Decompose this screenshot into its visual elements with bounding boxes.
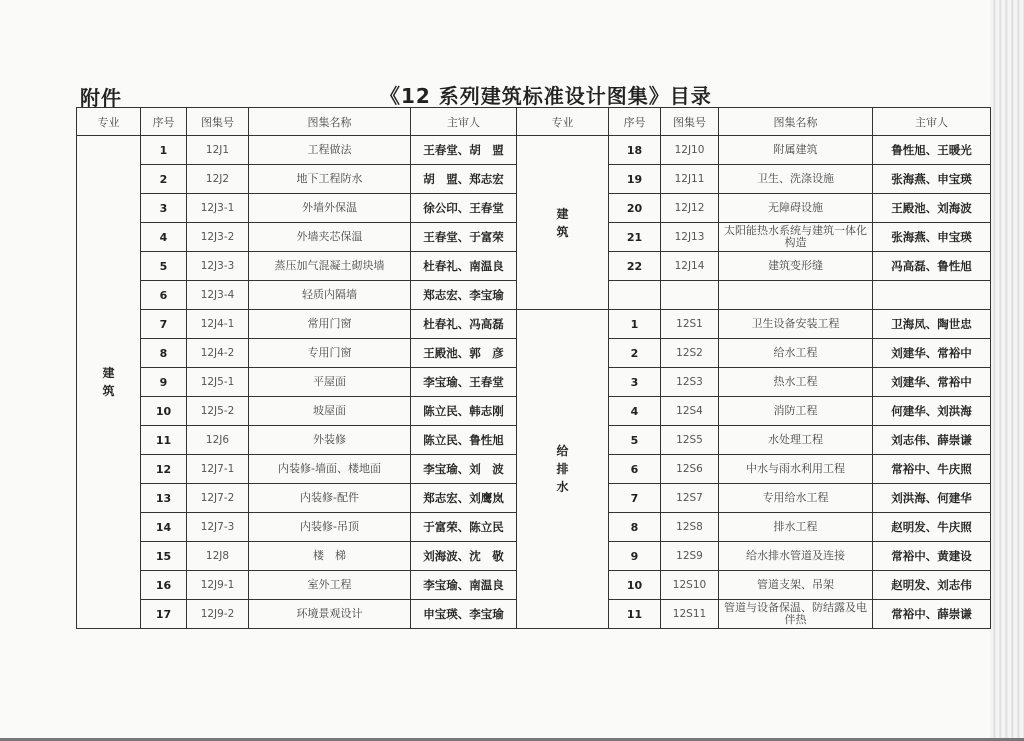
col-editors-left: 主审人 <box>411 108 517 136</box>
atlas-code: 12S7 <box>661 484 719 513</box>
row-number: 17 <box>141 600 187 629</box>
atlas-code: 12J5-2 <box>187 397 249 426</box>
atlas-code: 12J8 <box>187 542 249 571</box>
row-number: 8 <box>609 513 661 542</box>
atlas-code: 12S2 <box>661 339 719 368</box>
chief-reviewers: 刘建华、常裕中 <box>873 368 991 397</box>
row-number: 4 <box>609 397 661 426</box>
row-number: 6 <box>141 281 187 310</box>
atlas-code: 12J3-2 <box>187 223 249 252</box>
scan-edge <box>990 0 1024 741</box>
chief-reviewers: 常裕中、黄建设 <box>873 542 991 571</box>
row-number: 3 <box>609 368 661 397</box>
chief-reviewers: 李宝瑜、南温良 <box>411 571 517 600</box>
atlas-name: 太阳能热水系统与建筑一体化构造 <box>719 223 873 252</box>
chief-reviewers: 申宝瑛、李宝瑜 <box>411 600 517 629</box>
chief-reviewers: 赵明发、刘志伟 <box>873 571 991 600</box>
atlas-code: 12J4-1 <box>187 310 249 339</box>
row-number: 1 <box>141 136 187 165</box>
atlas-code: 12J11 <box>661 165 719 194</box>
chief-reviewers: 郑志宏、李宝瑜 <box>411 281 517 310</box>
atlas-name: 坡屋面 <box>249 397 411 426</box>
table-row <box>77 136 991 165</box>
atlas-code: 12S1 <box>661 310 719 339</box>
chief-reviewers: 王殿池、刘海波 <box>873 194 991 223</box>
atlas-code: 12J7-2 <box>187 484 249 513</box>
atlas-code: 12J5-1 <box>187 368 249 397</box>
chief-reviewers: 冯高磊、鲁性旭 <box>873 252 991 281</box>
row-number: 8 <box>141 339 187 368</box>
chief-reviewers: 陈立民、鲁性旭 <box>411 426 517 455</box>
atlas-code: 12J3-1 <box>187 194 249 223</box>
chief-reviewers: 卫海凤、陶世忠 <box>873 310 991 339</box>
atlas-name: 中水与雨水利用工程 <box>719 455 873 484</box>
atlas-name: 给水排水管道及连接 <box>719 542 873 571</box>
row-number: 1 <box>609 310 661 339</box>
atlas-name: 蒸压加气混凝土砌块墙 <box>249 252 411 281</box>
col-editors-right: 主审人 <box>873 108 991 136</box>
atlas-name: 室外工程 <box>249 571 411 600</box>
atlas-code: 12J12 <box>661 194 719 223</box>
major-label-right-top: 建筑 <box>556 206 569 239</box>
atlas-name: 平屋面 <box>249 368 411 397</box>
atlas-name: 专用给水工程 <box>719 484 873 513</box>
row-number: 9 <box>609 542 661 571</box>
atlas-name <box>719 281 873 310</box>
atlas-code: 12J3-3 <box>187 252 249 281</box>
atlas-code: 12J14 <box>661 252 719 281</box>
atlas-name: 管道支架、吊架 <box>719 571 873 600</box>
row-number: 11 <box>609 600 661 629</box>
row-number <box>609 281 661 310</box>
atlas-name: 外装修 <box>249 426 411 455</box>
chief-reviewers: 刘建华、常裕中 <box>873 339 991 368</box>
atlas-name: 地下工程防水 <box>249 165 411 194</box>
atlas-name: 工程做法 <box>249 136 411 165</box>
atlas-name: 管道与设备保温、防结露及电伴热 <box>719 600 873 629</box>
chief-reviewers: 陈立民、韩志刚 <box>411 397 517 426</box>
header-row <box>77 108 991 136</box>
row-number: 21 <box>609 223 661 252</box>
row-number: 19 <box>609 165 661 194</box>
atlas-code: 12J2 <box>187 165 249 194</box>
atlas-name: 给水工程 <box>719 339 873 368</box>
atlas-code: 12J1 <box>187 136 249 165</box>
row-number: 5 <box>609 426 661 455</box>
atlas-name: 热水工程 <box>719 368 873 397</box>
row-number: 10 <box>141 397 187 426</box>
atlas-name: 外墙外保温 <box>249 194 411 223</box>
chief-reviewers: 李宝瑜、王春堂 <box>411 368 517 397</box>
atlas-code: 12S11 <box>661 600 719 629</box>
row-number: 7 <box>609 484 661 513</box>
row-number: 15 <box>141 542 187 571</box>
atlas-code: 12J4-2 <box>187 339 249 368</box>
atlas-name: 附属建筑 <box>719 136 873 165</box>
row-number: 14 <box>141 513 187 542</box>
atlas-code: 12J10 <box>661 136 719 165</box>
atlas-name: 水处理工程 <box>719 426 873 455</box>
atlas-name: 卫生设备安装工程 <box>719 310 873 339</box>
atlas-code: 12S8 <box>661 513 719 542</box>
atlas-name: 排水工程 <box>719 513 873 542</box>
major-cell-right-bottom <box>517 310 609 629</box>
col-major-right: 专业 <box>517 108 609 136</box>
chief-reviewers: 常裕中、薛崇谦 <box>873 600 991 629</box>
atlas-code: 12S9 <box>661 542 719 571</box>
col-code-left: 图集号 <box>187 108 249 136</box>
atlas-name: 专用门窗 <box>249 339 411 368</box>
major-cell-right-top <box>517 136 609 310</box>
chief-reviewers: 徐公印、王春堂 <box>411 194 517 223</box>
atlas-name: 外墙夹芯保温 <box>249 223 411 252</box>
chief-reviewers: 张海燕、申宝瑛 <box>873 165 991 194</box>
chief-reviewers: 王殿池、郭 彦 <box>411 339 517 368</box>
row-number: 11 <box>141 426 187 455</box>
row-number: 2 <box>141 165 187 194</box>
col-name-left: 图集名称 <box>249 108 411 136</box>
row-number: 18 <box>609 136 661 165</box>
atlas-code: 12S4 <box>661 397 719 426</box>
chief-reviewers: 杜春礼、冯高磊 <box>411 310 517 339</box>
chief-reviewers: 杜春礼、南温良 <box>411 252 517 281</box>
chief-reviewers: 刘志伟、薛崇谦 <box>873 426 991 455</box>
atlas-code: 12S10 <box>661 571 719 600</box>
chief-reviewers: 王春堂、于富荣 <box>411 223 517 252</box>
atlas-name: 轻质内隔墙 <box>249 281 411 310</box>
chief-reviewers <box>873 281 991 310</box>
page-title: 《12 系列建筑标准设计图集》目录 <box>380 84 712 108</box>
row-number: 2 <box>609 339 661 368</box>
col-major-left: 专业 <box>77 108 141 136</box>
row-number: 20 <box>609 194 661 223</box>
row-number: 22 <box>609 252 661 281</box>
atlas-name: 内装修-墙面、楼地面 <box>249 455 411 484</box>
row-number: 10 <box>609 571 661 600</box>
atlas-code: 12S5 <box>661 426 719 455</box>
atlas-name: 内装修-吊顶 <box>249 513 411 542</box>
col-code-right: 图集号 <box>661 108 719 136</box>
atlas-name: 消防工程 <box>719 397 873 426</box>
col-no-right: 序号 <box>609 108 661 136</box>
attachment-label: 附件 <box>80 86 122 110</box>
row-number: 7 <box>141 310 187 339</box>
atlas-name: 常用门窗 <box>249 310 411 339</box>
chief-reviewers: 于富荣、陈立民 <box>411 513 517 542</box>
row-number: 5 <box>141 252 187 281</box>
major-label-right-bottom: 给排水 <box>556 444 569 494</box>
atlas-code: 12J9-2 <box>187 600 249 629</box>
row-number: 6 <box>609 455 661 484</box>
atlas-code: 12J7-3 <box>187 513 249 542</box>
row-number: 16 <box>141 571 187 600</box>
atlas-code: 12J7-1 <box>187 455 249 484</box>
chief-reviewers: 王春堂、胡 盟 <box>411 136 517 165</box>
atlas-code: 12J6 <box>187 426 249 455</box>
atlas-name: 内装修-配件 <box>249 484 411 513</box>
table-row <box>77 310 991 339</box>
row-number: 12 <box>141 455 187 484</box>
atlas-code: 12J9-1 <box>187 571 249 600</box>
catalog-table <box>76 107 991 629</box>
chief-reviewers: 何建华、刘洪海 <box>873 397 991 426</box>
chief-reviewers: 胡 盟、郑志宏 <box>411 165 517 194</box>
atlas-name: 卫生、洗涤设施 <box>719 165 873 194</box>
chief-reviewers: 刘海波、沈 敬 <box>411 542 517 571</box>
chief-reviewers: 刘洪海、何建华 <box>873 484 991 513</box>
chief-reviewers: 鲁性旭、王暖光 <box>873 136 991 165</box>
atlas-name: 环境景观设计 <box>249 600 411 629</box>
atlas-name: 无障碍设施 <box>719 194 873 223</box>
atlas-name: 楼 梯 <box>249 542 411 571</box>
row-number: 4 <box>141 223 187 252</box>
row-number: 13 <box>141 484 187 513</box>
chief-reviewers: 张海燕、申宝瑛 <box>873 223 991 252</box>
col-name-right: 图集名称 <box>719 108 873 136</box>
row-number: 9 <box>141 368 187 397</box>
major-label-left: 建筑 <box>102 366 115 398</box>
chief-reviewers: 李宝瑜、刘 波 <box>411 455 517 484</box>
atlas-name: 建筑变形缝 <box>719 252 873 281</box>
atlas-code <box>661 281 719 310</box>
col-no-left: 序号 <box>141 108 187 136</box>
chief-reviewers: 郑志宏、刘鹰岚 <box>411 484 517 513</box>
row-number: 3 <box>141 194 187 223</box>
major-cell-left <box>77 136 141 629</box>
atlas-code: 12J3-4 <box>187 281 249 310</box>
atlas-code: 12S3 <box>661 368 719 397</box>
atlas-code: 12S6 <box>661 455 719 484</box>
chief-reviewers: 赵明发、牛庆照 <box>873 513 991 542</box>
atlas-code: 12J13 <box>661 223 719 252</box>
chief-reviewers: 常裕中、牛庆照 <box>873 455 991 484</box>
